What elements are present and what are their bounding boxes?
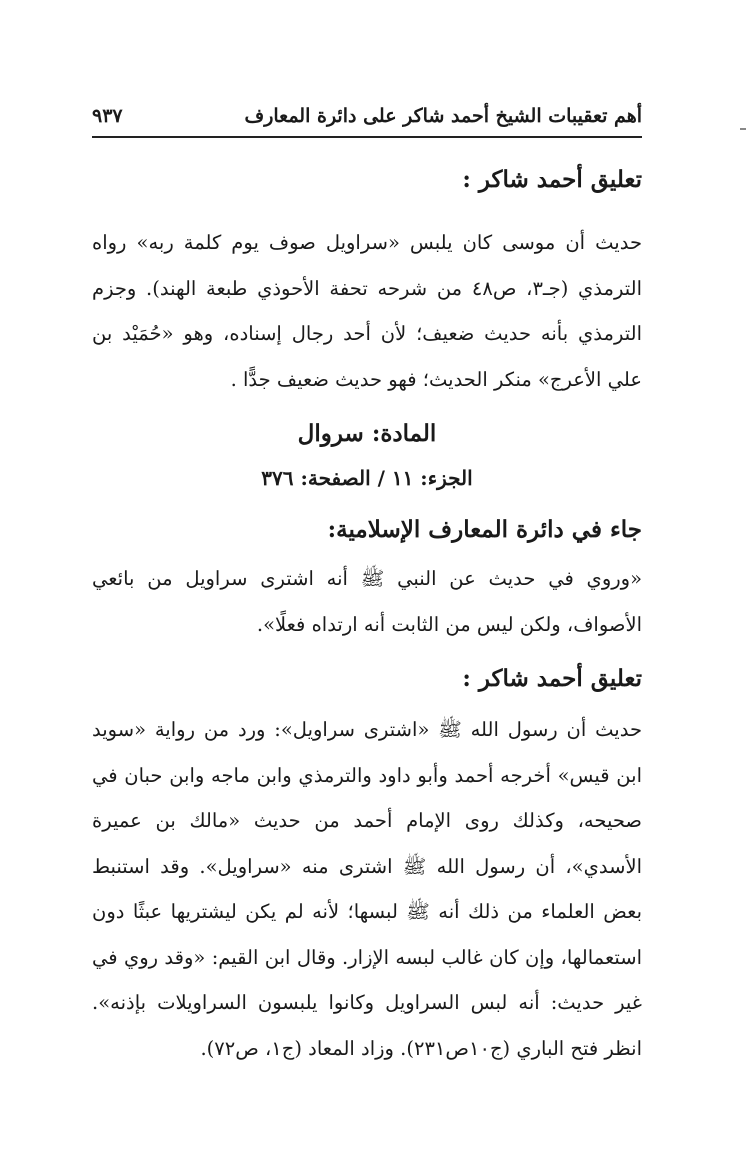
entry-title: المادة: سروال xyxy=(297,420,437,447)
page-edge-mark xyxy=(740,128,746,130)
running-title: أهم تعقيبات الشيخ أحمد شاكر على دائرة المعارف xyxy=(244,105,642,127)
encyclopedia-paragraph: «وروي في حديث عن النبي ﷺ أنه اشترى سراويل من بائعي الأصواف، ولكن ليس من الثابت أنه ارتداه فعلًا». xyxy=(92,567,642,636)
comment-paragraph-2: حديث أن رسول الله ﷺ «اشترى سراويل»: ورد من رواية «سويد ابن قيس» أخرجه أحمد وأبو داود والترمذي وابن ماجه وابن حبان في صحيحه، وكذلك روى الإمام أحمد من حديث «مالك بن عميرة الأسدي»، أن رسول الله ﷺ اشترى منه «سراويل». وقد استنبط بعض العلماء من ذلك أنه ﷺ لبسها؛ لأنه لم يكن ليشتريها عبثًا دون استعمالها، وإن كان غالب لبسه الإزار. وقال ابن القيم: «وقد روي في غير حديث: أنه لبس السراويل وكانوا يلبسون السراويلات بإذنه». انظر فتح الباري (ج١٠ص٢٣١). وزاد المعاد (ج١، ص٧٢). xyxy=(92,718,642,1060)
comment-heading-2: تعليق أحمد شاكر : xyxy=(462,665,642,692)
running-header xyxy=(92,96,642,138)
encyclopedia-heading: جاء في دائرة المعارف الإسلامية: xyxy=(327,516,642,543)
page-content xyxy=(92,150,642,1083)
entry-reference: الجزء: ١١ / الصفحة: ٣٧٦ xyxy=(261,466,473,490)
page-number: ٩٣٧ xyxy=(92,105,123,127)
comment-paragraph-1: حديث أن موسى كان يلبس «سراويل صوف يوم كلمة ربه» رواه الترمذي (جـ٣، ص٤٨ من شرحه تحفة الأحوذي طبعة الهند). وجزم الترمذي بأنه حديث ضعيف؛ لأن أحد رجال إسناده، وهو «حُمَيْد بن علي الأعرج» منكر الحديث؛ فهو حديث ضعيف جدًّا . xyxy=(92,231,642,391)
comment-heading-1: تعليق أحمد شاكر : xyxy=(462,166,642,193)
